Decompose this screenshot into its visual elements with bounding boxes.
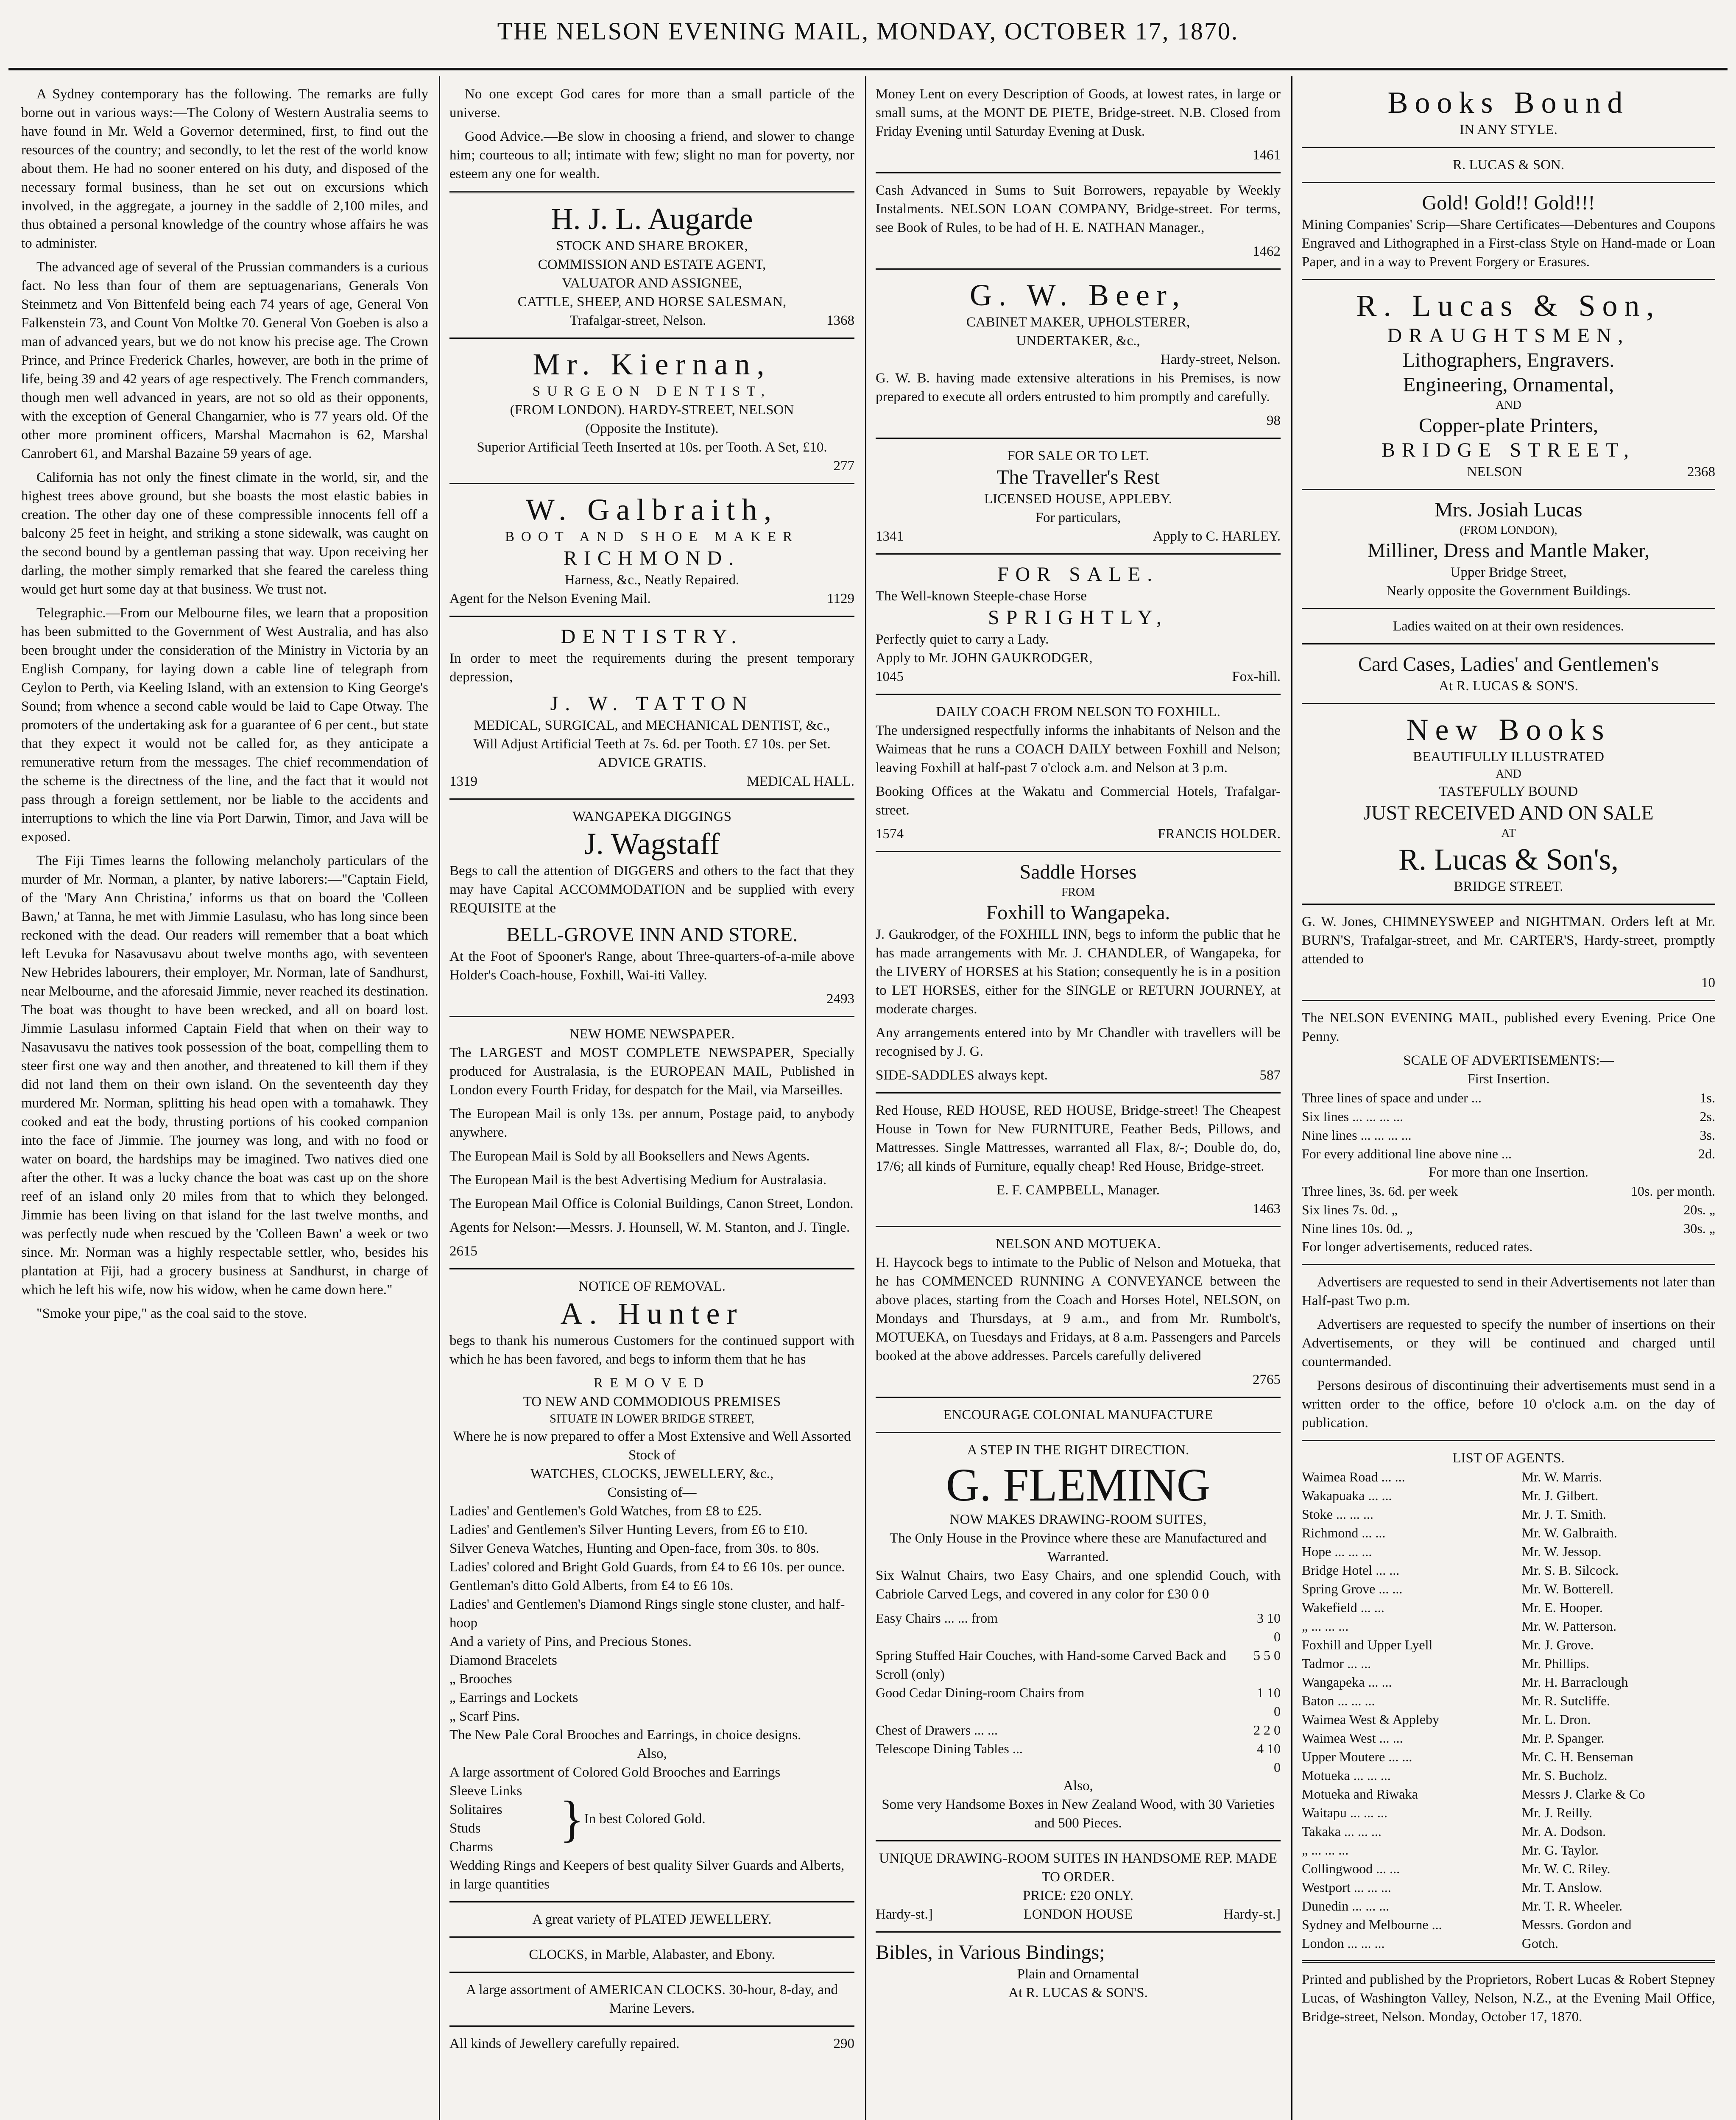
ad-line: R. LUCAS & SON.	[1452, 157, 1565, 173]
ad-number: 2493	[826, 991, 854, 1007]
ad-line: Apply to Mr. JOHN GAUKRODGER,	[876, 650, 1093, 666]
table-row: „ ... ... ... Mr. W. Patterson.	[1302, 1618, 1616, 1634]
ad-line: Perfectly quiet to carry a Lady.	[876, 632, 1049, 647]
ad-body: The NELSON EVENING MAIL, published every Evening. Price One Penny.	[1302, 1010, 1715, 1044]
notice: Advertisers are requested to send in their Advertisements not later than Half-past Two p.m.	[1302, 1275, 1715, 1308]
ad-line: R. Lucas & Son's,	[1398, 842, 1619, 876]
ad-number: 1341	[876, 529, 904, 544]
table-row: Waimea West ... ... Mr. P. Spanger.	[1302, 1730, 1605, 1746]
ad-line: (FROM LONDON). HARDY-STREET, NELSON	[510, 402, 794, 418]
ad-line: SURGEON DENTIST,	[532, 384, 772, 399]
ad-line: Copper-plate Printers,	[1419, 414, 1598, 437]
divider	[1302, 703, 1715, 704]
rates-table	[1302, 1088, 1715, 1163]
ad-body: Money Lent on every Description of Goods, at lowest rates, in large or small sums, at the MONT DE PIETE, Bridge-street. N.B. Closed from Friday Evening until Saturday Evening at Dusk.	[876, 86, 1281, 139]
ad-line: Where he is now prepared to offer a Most Extensive and Well Assorted Stock of	[453, 1429, 851, 1463]
column-divider	[865, 76, 866, 2120]
table-row: Nine lines 10s. 0d. „ 30s. „	[1302, 1221, 1715, 1236]
list-item: Wedding Rings and Keepers of best quality Silver Guards and Alberts, in large quantities	[449, 1858, 845, 1892]
column-divider	[439, 76, 440, 2120]
ad-line: For particulars,	[1035, 510, 1121, 525]
ad-number: 10	[1701, 975, 1715, 990]
ad-mrs-lucas-name: Mrs. Josiah Lucas	[1435, 499, 1582, 521]
article-smoke: "Smoke your pipe," as the coal said to the stove.	[36, 1306, 307, 1321]
divider	[449, 616, 854, 617]
list-item: A large assortment of Colored Gold Brooches and Earrings	[449, 1765, 781, 1780]
ad-line: RICHMOND.	[563, 547, 741, 569]
ad-number: 1574	[876, 826, 904, 842]
ad-line: In best Colored Gold.	[584, 1811, 706, 1827]
ad-travellers-name: The Traveller's Rest	[996, 466, 1160, 488]
divider	[876, 1226, 1281, 1227]
ad-line: BOOT AND SHOE MAKER	[505, 529, 799, 544]
divider	[449, 338, 854, 339]
table-row: Wakapuaka ... ... Mr. J. Gilbert.	[1302, 1488, 1599, 1503]
ad-line: E. F. CAMPBELL, Manager.	[996, 1183, 1160, 1198]
ad-line: Hardy-st.]	[1223, 1907, 1281, 1922]
ad-line: UNIQUE DRAWING-ROOM SUITES IN HANDSOME REP. MADE TO ORDER.	[879, 1851, 1277, 1885]
ad-line: Hardy-street, Nelson.	[1160, 352, 1281, 367]
table-row: „ ... ... ... Mr. G. Taylor.	[1302, 1842, 1599, 1858]
table-row: Dunedin ... ... ... Mr. T. R. Wheeler.	[1302, 1898, 1623, 1914]
ad-line: Milliner, Dress and Mantle Maker,	[1367, 539, 1650, 562]
ad-line: VALUATOR AND ASSIGNEE,	[561, 276, 742, 291]
ad-number: 1463	[1253, 1201, 1281, 1216]
ad-line: IN ANY STYLE.	[1460, 122, 1557, 137]
divider	[876, 553, 1281, 555]
ad-line: LONDON HOUSE	[1023, 1907, 1133, 1922]
ad-line: Ladies waited on at their own residences.	[1393, 619, 1624, 634]
divider	[876, 268, 1281, 270]
divider	[449, 798, 854, 800]
ad-body: G. W. B. having made extensive alterations in his Premises, is now prepared to execute all orders entrusted to him promptly and carefully.	[876, 371, 1281, 404]
divider	[876, 1432, 1281, 1433]
ad-line: DRAUGHTSMEN,	[1387, 324, 1630, 347]
list-item: Charms	[449, 1839, 493, 1855]
ad-body: The European Mail is only 13s. per annum, Postage paid, to anybody anywhere.	[449, 1106, 854, 1140]
ad-body: G. W. Jones, CHIMNEYSWEEP and NIGHTMAN. Orders left at Mr. BURN'S, Trafalgar-street, and Mr. CARTER'S, Hardy-street, promptly attended to	[1302, 914, 1715, 967]
ad-line: REMOVED	[593, 1375, 711, 1391]
list-item: Sleeve Links	[449, 1783, 522, 1799]
ad-line: AND	[1496, 767, 1521, 781]
ad-line: MEDICAL, SURGICAL, and MECHANICAL DENTIST, &c.,	[474, 718, 830, 733]
divider	[449, 1268, 854, 1269]
list-item: Studs	[449, 1821, 481, 1836]
ad-number: 1368	[826, 313, 854, 328]
masthead-rule	[8, 68, 1728, 70]
ad-line: BRIDGE STREET,	[1381, 439, 1636, 461]
table-row: Waitapu ... ... ... Mr. J. Reilly.	[1302, 1805, 1592, 1820]
table-row: Wakefield ... ... Mr. E. Hooper.	[1302, 1600, 1603, 1615]
table-row: For every additional line above nine ... 2d.	[1302, 1146, 1715, 1161]
ad-body: Red House, RED HOUSE, RED HOUSE, Bridge-street! The Cheapest House in Town for New FURNITURE, Feather Beds, Pillows, and Mattresses. Single Mattresses, warranted all Flax, 8/-; Double do, do, 17/6; all kinds of Furniture, equally cheap! Red House, Bridge-street.	[876, 1103, 1281, 1174]
ad-tatton-name: J. W. TATTON	[550, 692, 754, 715]
list-item: Solitaires	[449, 1802, 502, 1817]
ad-line: Will Adjust Artificial Teeth at 7s. 6d. per Tooth. £7 10s. per Set.	[473, 736, 831, 752]
ad-body: At the Foot of Spooner's Range, about Three-quarters-of-a-mile above Holder's Coach-house, Foxhill, Wai-iti Valley.	[449, 949, 854, 983]
ad-line: For more than one Insertion.	[1429, 1165, 1588, 1180]
ad-gold-title: Gold! Gold!! Gold!!!	[1422, 192, 1595, 214]
table-row: Tadmor ... ... Mr. Phillips.	[1302, 1656, 1589, 1671]
ad-number: 290	[833, 2036, 854, 2051]
column-ads-2: No one except God cares for more than a small particle of the universe. Good Advice.—Be slow in choosing a friend, and slower to change him; courteous to all; intimate with few; slight no man for poverty, nor esteem any one for wealth. H. J. L. Augarde STOCK AND SHARE BROKER, COMMISSION AND ESTATE AGENT, VALUATOR AND ASSIGNEE, CATTLE, SHEEP, AND HORSE SALESMAN, Trafalgar-street, Nelson. 1368 Mr. Kiernan, SURGEON DENTIST, (FROM LONDON). HARDY-STREET, NELSON (Opposite the Institute). Superior Artificial Teeth Inserted at 10s. per Tooth. A Set, £10. 277 W. Galbraith, BOOT AND SHOE MAKER RICHMOND. Harness, &c., Neatly Repaired. Agent for the Nelson Evening Mail. 1129 DENTISTRY. In order to meet the requirements during the present temporary depression, J. W. TATTON MEDICAL, SURGICAL, and MECHANICAL DENTIST, &c., Will Adjust Artificial Teeth at 7s. 6d. per Tooth. £7 10s. per Set. ADVICE GRATIS. 1319 MEDICAL HALL. WANGAPEKA DIGGINGS J. Wagstaff Begs to call the attention of DIGGERS and others to the fact that they may have Capital ACCOMMODATION and be supplied with every REQUISITE at the BELL-GROVE INN AND STORE. At the Foot of Spooner's Range, about Three-quarters-of-a-mile above Holder's Coach-house, Foxhill, Wai-iti Valley. 2493 NEW HOME NEWSPAPER. The LARGEST and MOST COMPLETE NEWSPAPER, Specially produced for Australasia, is the EUROPEAN MAIL, Published in London every Fourth Friday, for despatch for the Mail, via Marseilles. The European Mail is only 13s. per annum, Postage paid, to anybody anywhere. The European Mail is Sold by all Booksellers and News Agents. The European Mail is the best Advertising Medium for Australasia. The European Mail Office is Colonial Buildings, Canon Street, London. Agents for Nelson:—Messrs. J. Hounsell, W. M. Stanton, and J. Tingle. 2615 NOTICE OF REMOVAL. A. Hunter begs to thank his numerous Customers for the continued support with which he has been favored, and begs to inform them that he has REMOVED TO NEW AND COMMODIOUS PREMISES SITUATE IN LOWER BRIDGE STREET, Where he is now prepared to offer a Most Extensive and Well Assorted Stock of WATCHES, CLOCKS, JEWELLERY, &c., Consisting of— Ladies' and Gentlemen's Gold Watches, from £8 to £25. Ladies' and Gentlemen's Silver Hunting Levers, from £6 to £10. Silver Geneva Watches, Hunting and Open-face, from 30s. to 80s. Ladies' colored and Bright Gold Guards, from £4 to £6 10s. per ounce. Gentleman's ditto Gold Alberts, from £4 to £6 10s. Ladies' and Gentlemen's Diamond Rings single stone cluster, and half-hoop And a variety of Pins, and Precious Stones. Diamond Bracelets „ Brooches „ Earrings and Lockets „ Scarf Pins. The New Pale Coral Brooches and Earrings, in choice designs. Also, A large assortment of Colored Gold Brooches and Earrings Sleeve Links Solitaires Studs Charms } In best Colored Gold. Wedding Rings and Keepers of best quality Silver Guards and Alberts, in large quantities A great variety of PLATED JEWELLERY. CLOCKS, in Marble, Alabaster, and Ebony. A large assortment of AMERICAN CLOCKS. 30-hour, 8-day, and Marine Levers. All kinds of Jewellery carefully repaired. 290	[449, 85, 854, 2120]
ad-line: (FROM LONDON),	[1460, 524, 1557, 537]
price-table	[876, 1609, 1281, 1777]
agents-title: LIST OF AGENTS.	[1452, 1451, 1565, 1466]
ad-hunter-name: A. Hunter	[560, 1297, 744, 1331]
ad-line: TO NEW AND COMMODIOUS PREMISES	[523, 1394, 781, 1409]
ad-body: H. Haycock begs to intimate to the Public of Nelson and Motueka, that he has COMMENCED RUNNING A CONVEYANCE between the above places, starting from the Coach and Horses Hotel, NELSON, on Mondays and Thursdays, at 9 a.m., and from Mr. Rumbolt's, MOTUEKA, on Tuesdays and Fridays, at 8 a.m. Passengers and Parcels booked at the above addresses. Parcels carefully delivered	[876, 1255, 1281, 1364]
ad-line: A great variety of PLATED JEWELLERY.	[532, 1912, 772, 1927]
table-row: Richmond ... ... Mr. W. Galbraith.	[1302, 1525, 1617, 1540]
ad-line: Fox-hill.	[1232, 669, 1281, 684]
ad-number: 1461	[1253, 148, 1281, 163]
ad-number: 2368	[1687, 464, 1715, 480]
ad-body: Booking Offices at the Wakatu and Commercial Hotels, Trafalgar-street.	[876, 784, 1281, 818]
divider	[876, 1931, 1281, 1933]
divider	[449, 2025, 854, 2027]
table-row: Three lines of space and under ... 1s.	[1302, 1090, 1715, 1105]
table-row: Easy Chairs ... ... from 3 10 0	[876, 1610, 1281, 1644]
table-row: Six lines ... ... ... ... 2s.	[1302, 1109, 1715, 1124]
ad-line: TASTEFULLY BOUND	[1439, 784, 1578, 799]
ad-address: Trafalgar-street, Nelson.	[569, 313, 706, 328]
ad-line: For longer advertisements, reduced rates.	[1302, 1239, 1533, 1255]
ad-body: The European Mail is Sold by all Booksellers and News Agents.	[449, 1149, 810, 1164]
ad-horse-name: SPRIGHTLY,	[988, 606, 1169, 629]
divider	[1302, 1264, 1715, 1265]
ad-title: FOR SALE OR TO LET.	[1007, 448, 1149, 463]
ad-removal-title: NOTICE OF REMOVAL.	[578, 1279, 726, 1294]
ad-body: The European Mail is the best Advertising Medium for Australasia.	[449, 1172, 826, 1188]
list-item: And a variety of Pins, and Precious Stones.	[449, 1634, 692, 1649]
ad-wagstaff-name: J. Wagstaff	[584, 827, 720, 861]
ad-line: AND	[1496, 399, 1521, 412]
ad-line: JUST RECEIVED AND ON SALE	[1363, 802, 1654, 824]
rates-table	[1302, 1182, 1715, 1238]
ad-line: The Only House in the Province where these are Manufactured and Warranted.	[890, 1531, 1267, 1565]
divider	[449, 1936, 854, 1938]
table-row: Stoke ... ... ... Mr. J. T. Smith.	[1302, 1506, 1606, 1522]
ad-line: STOCK AND SHARE BROKER,	[556, 238, 748, 254]
masthead: THE NELSON EVENING MAIL, MONDAY, OCTOBER 17, 1870.	[497, 17, 1239, 45]
list-item: Ladies' and Gentlemen's Gold Watches, from £8 to £25.	[449, 1504, 762, 1519]
table-row: Chest of Drawers ... ... 2 2 0	[876, 1722, 1281, 1738]
article-weld: A Sydney contemporary has the following. The remarks are fully borne out in various ways:—The Colony of Western Australia seems to have found in Mr. Weld a Governor determined, first, to find out the resources of the country; and secondly, to let the rest of the world know about them. He had no sooner entered on his duty, and disposed of the necessary formal business, than he set out on excursions which involved, in the aggregate, a journey in the saddle of 2,100 miles, and thus obtained a personal knowledge of the country whose affairs he was to administer.	[21, 86, 428, 251]
ad-line: Superior Artificial Teeth Inserted at 10s. per Tooth. A Set, £10.	[477, 440, 827, 455]
ad-line: WATCHES, CLOCKS, JEWELLERY, &c.,	[530, 1466, 774, 1481]
table-row: Wangapeka ... ... Mr. H. Barraclough	[1302, 1674, 1628, 1690]
ad-line: AT	[1501, 827, 1516, 840]
table-row: Six lines 7s. 0d. „ 20s. „	[1302, 1202, 1715, 1217]
column-ads-4	[1302, 85, 1715, 2120]
ad-galbraith-name: W. Galbraith,	[525, 493, 779, 527]
ad-line: Lithographers, Engravers.	[1402, 349, 1615, 371]
table-row: Bridge Hotel ... ... Mr. S. B. Silcock.	[1302, 1562, 1619, 1578]
divider	[1302, 1960, 1715, 1963]
ad-line: ADVICE GRATIS.	[597, 755, 706, 770]
ad-line: LICENSED HOUSE, APPLEBY.	[984, 491, 1172, 507]
list-item: The New Pale Coral Brooches and Earrings, in choice designs.	[449, 1727, 801, 1743]
ad-title: Saddle Horses	[1019, 861, 1137, 883]
table-row: Sydney and Melbourne ... Messrs. Gordon and	[1302, 1917, 1632, 1932]
divider	[1302, 1440, 1715, 1441]
list-item: „ Brooches	[449, 1671, 512, 1687]
ad-body: begs to thank his numerous Customers for the continued support with which he has been favored, and begs to inform them that he has	[449, 1333, 854, 1367]
ad-line: A large assortment of AMERICAN CLOCKS. 30-hour, 8-day, and Marine Levers.	[466, 1982, 838, 2016]
divider	[1302, 147, 1715, 148]
divider	[876, 438, 1281, 439]
ad-line: Nearly opposite the Government Buildings.	[1386, 583, 1631, 599]
table-row: Waimea Road ... ... Mr. W. Marris.	[1302, 1469, 1602, 1484]
ad-line: SIDE-SADDLES always kept.	[876, 1068, 1048, 1083]
ad-line: (Opposite the Institute).	[585, 421, 719, 436]
ad-title: FOR SALE.	[997, 563, 1159, 586]
divider	[449, 1016, 854, 1017]
ad-title: DAILY COACH FROM NELSON TO FOXHILL.	[936, 704, 1220, 720]
ad-augarde-name: H. J. L. Augarde	[551, 202, 753, 236]
ad-newspaper-title: NEW HOME NEWSPAPER.	[569, 1027, 735, 1042]
divider	[1302, 279, 1715, 280]
ad-line: CLOCKS, in Marble, Alabaster, and Ebony.	[529, 1947, 775, 1962]
divider	[876, 694, 1281, 695]
table-row: Foxhill and Upper Lyell Mr. J. Grove.	[1302, 1637, 1594, 1652]
divider	[1302, 182, 1715, 183]
ad-line: At R. LUCAS & SON'S.	[1439, 678, 1578, 694]
divider	[876, 851, 1281, 852]
table-row: London ... ... ... Gotch.	[1302, 1936, 1559, 1951]
table-row: Hope ... ... ... Mr. W. Jessop.	[1302, 1544, 1602, 1559]
divider	[1302, 904, 1715, 905]
snippet: No one except God cares for more than a small particle of the universe.	[449, 86, 854, 120]
ad-line: FROM	[1061, 886, 1095, 899]
notice: Persons desirous of discontinuing their advertisements must send in a written order to the office, before 10 o'clock a.m. on the day of publication.	[1302, 1378, 1715, 1431]
divider	[1302, 643, 1715, 644]
ad-line: Agent for the Nelson Evening Mail.	[449, 591, 651, 606]
ad-body: Six Walnut Chairs, two Easy Chairs, and one splendid Couch, with Cabriole Carved Legs, and covered in any color for £30 0 0	[876, 1568, 1281, 1602]
table-row: Good Cedar Dining-room Chairs from 1 10 0	[876, 1685, 1281, 1719]
table-row: Motueka ... ... ... Mr. S. Bucholz.	[1302, 1768, 1608, 1783]
article-california: California has not only the finest climate in the world, sir, and the highest trees above ground, but she boasts the most elastic babies in creation. The other day one of these compressible innocents fell off a balcony 25 feet in height, and striking a stone sidewalk, was caught on the second bound by a gentleman passing that way. Upon receiving her darling, the mother simply remarked that she feared the careless thing would get hurt some day at that business. We trust not.	[21, 470, 428, 597]
divider	[876, 172, 1281, 173]
ad-lucas-name: R. Lucas & Son,	[1356, 289, 1661, 323]
ad-number: 2615	[449, 1244, 477, 1259]
ad-fleming-name: G. FLEMING	[946, 1459, 1211, 1511]
column-news	[21, 85, 428, 2120]
ad-line: Foxhill to Wangapeka.	[986, 901, 1170, 924]
table-row: Motueka and Riwaka Messrs J. Clarke & Co	[1302, 1786, 1645, 1802]
ad-body: The LARGEST and MOST COMPLETE NEWSPAPER, Specially produced for Australasia, is the EUROPEAN MAIL, Published in London every Fourth Friday, for despatch for the Mail, via Marseilles.	[449, 1045, 854, 1098]
ad-number: 1462	[1253, 244, 1281, 259]
imprint: Printed and published by the Proprietors, Robert Lucas & Robert Stepney Lucas, of Washington Valley, Nelson, N.Z., at the Evening Mail Office, Bridge-street, Nelson. Monday, October 17, 1870.	[1302, 1972, 1715, 2025]
ad-line: Plain and Ornamental	[1017, 1967, 1139, 1982]
ad-line: Hardy-st.]	[876, 1907, 933, 1922]
ad-line: Upper Bridge Street,	[1450, 565, 1567, 580]
list-item: Silver Geneva Watches, Hunting and Open-face, from 30s. to 80s.	[449, 1541, 819, 1556]
divider	[1302, 1000, 1715, 1001]
ad-number: 2765	[1253, 1372, 1281, 1387]
list-item: „ Scarf Pins.	[449, 1709, 520, 1724]
ad-body: Agents for Nelson:—Messrs. J. Hounsell, W. M. Stanton, and J. Tingle.	[449, 1220, 850, 1235]
ad-line: Consisting of—	[607, 1485, 697, 1500]
ad-number: 587	[1259, 1068, 1281, 1083]
divider	[876, 1397, 1281, 1398]
ad-line: BELL-GROVE INN AND STORE.	[506, 923, 798, 946]
ad-body: In order to meet the requirements during the present temporary depression,	[449, 651, 854, 685]
article-prussian: The advanced age of several of the Prussian commanders is a curious fact. No less than four of them are septuagenarians, Generals Von Steinmetz and Von Bittenfeld being each 74 years of age, General Von Falkenstein 73, and Count Von Moltke 70. General Von Goeben is also a man of advanced years, but we do not know his precise age. The Crown Prince, and Prince Frederick Charles, however, are both in the prime of life, being 39 and 42 years of age respectively. The French commanders, though men well advanced in years, are not so old as their opponents, with the exception of General Changarnier, who is 77 years old. Of the other more prominent officers, Marshal Macmahon is 62, Marshal Canrobert 61, and Marshal Bazaine 59 years of age.	[21, 259, 428, 461]
ad-number: 1045	[876, 669, 904, 684]
divider	[449, 1901, 854, 1902]
ad-line: Harness, &c., Neatly Repaired.	[564, 572, 740, 588]
ad-body: The undersigned respectfully informs the inhabitants of Nelson and the Waimeas that he runs a COACH DAILY between Foxhill and Nelson; leaving Foxhill at half-past 7 o'clock a.m. and Nelson at 3 p.m.	[876, 723, 1281, 775]
ad-line: Engineering, Ornamental,	[1403, 374, 1614, 396]
ad-line: MEDICAL HALL.	[747, 774, 854, 789]
ad-line: UNDERTAKER, &c.,	[1016, 333, 1140, 349]
table-row: Westport ... ... ... Mr. T. Anslow.	[1302, 1880, 1602, 1895]
snippet: Good Advice.—Be slow in choosing a friend, and slower to change him; courteous to all; intimate with few; slight no man for poverty, nor esteem any one for wealth.	[449, 129, 854, 181]
ad-line: NELSON	[1467, 464, 1522, 480]
table-row: Telescope Dining Tables ... 4 10 0	[876, 1741, 1281, 1775]
ad-line: At R. LUCAS & SON'S.	[1008, 1985, 1148, 2000]
table-row: Takaka ... ... ... Mr. A. Dodson.	[1302, 1824, 1606, 1839]
ad-title: NELSON AND MOTUEKA.	[995, 1236, 1161, 1252]
article-fiji: The Fiji Times learns the following melancholy particulars of the murder of Mr. Norman, a planter, by native laborers:—"Captain Field, of the 'Mary Ann Christina,' informs us that on board the 'Colleen Bawn,' at Tanna, he met with Jimmie Lasulasu, who has long since been reckoned with the dead. Our readers will remember that a boat which left Levuka for Nasavusavu about twelve months ago, with seventeen New Hebrides labourers, their employer, Mr. Norman, late of Sandhurst, near Melbourne, and the aforesaid Jimmie, never reached its destination. The boat was thought to have been wrecked, and all on board lost. Jimmie Lasulasu informed Captain Field that when on their way to Nasavusavu the natives took possession of the boat, compelling them to steer first one way and then another, and threatened to kill them if they did not land them on their own island. On the seventeenth day they murdered Mr. Norman, splitting his head open with a tomahawk. They cooked and eat the body, thrusting portions of his cooked companion into the face of Jimmie. The journey was long, and with no food or water on board, the hardships may be imagined. Two natives died one after the other. It was a lucky chance the boat was cast up on the shore reef of an island only 20 miles from that to which they belonged. Jimmie has been living on that island for the last twelve months, and was perfectly nude when rescued by the 'Colleen Bawn' a week or two since. Mr. Norman was a highly respectable settler, who, besides his plantation at Fiji, had a grocery business at Sandhurst, in charge of which he left his wife, now his widow, when he came down here."	[21, 853, 428, 1297]
ad-bibles-title: Bibles, in Various Bindings;	[876, 1941, 1105, 1964]
ad-line: PRICE: £20 ONLY.	[1022, 1888, 1134, 1903]
ad-body: Mining Companies' Scrip—Share Certificates—Debentures and Coupons Engraved and Lithographed in a First-class Style on Hand-made or Loan Paper, and in a way to Prevent Forgery or Erasures.	[1302, 217, 1715, 270]
ad-body: Cash Advanced in Sums to Suit Borrowers, repayable by Weekly Instalments. NELSON LOAN COMPANY, Bridge-street. For terms, see Book of Rules, to be had of H. E. NATHAN Manager.,	[876, 183, 1281, 235]
ad-line: Apply to C. HARLEY.	[1153, 529, 1281, 544]
ad-line: First Insertion.	[1467, 1071, 1550, 1087]
divider	[876, 1840, 1281, 1841]
divider	[449, 191, 854, 193]
ad-line: CABINET MAKER, UPHOLSTERER,	[966, 315, 1190, 330]
table-row: Collingwood ... ... Mr. W. C. Riley.	[1302, 1861, 1610, 1876]
table-row: Upper Moutere ... ... Mr. C. H. Benseman	[1302, 1749, 1633, 1764]
ad-line: NOW MAKES DRAWING-ROOM SUITES,	[949, 1512, 1207, 1527]
table-row: Baton ... ... ... Mr. R. Sutcliffe.	[1302, 1693, 1610, 1708]
table-row: Spring Stuffed Hair Couches, with Hand-some Carved Back and Scroll (only) 5 5 0	[876, 1648, 1281, 1682]
ad-line: BEAUTIFULLY ILLUSTRATED	[1412, 749, 1604, 764]
ad-line: A STEP IN THE RIGHT DIRECTION.	[967, 1442, 1189, 1458]
list-item: Gentleman's ditto Gold Alberts, from £4 to £6 10s.	[449, 1578, 734, 1593]
ad-wangapeka-title: WANGAPEKA DIGGINGS	[572, 809, 731, 824]
table-row: Spring Grove ... ... Mr. W. Botterell.	[1302, 1581, 1613, 1596]
ad-line: SITUATE IN LOWER BRIDGE STREET,	[550, 1412, 754, 1425]
ad-dentistry-title: DENTISTRY.	[561, 625, 743, 648]
agents-table	[1302, 1467, 1715, 1953]
ad-body: Begs to call the attention of DIGGERS and others to the fact that they may have Capital ACCOMMODATION and be supplied with every REQUISITE at the	[449, 863, 854, 916]
ad-line: COMMISSION AND ESTATE AGENT,	[538, 257, 766, 272]
ad-line: BRIDGE STREET.	[1454, 879, 1563, 894]
column-ads-3	[876, 85, 1281, 2120]
article-telegraphic: Telegraphic.—From our Melbourne files, we learn that a proposition has been submitted to the Government of West Australia, and has also been brought under the consideration of the Ministry in Victoria by an English Company, for laying down a cable line of telegraph from Ceylon to Perth, via Keeling Island, with an extension to King George's Sound; from whence a second cable would be laid to Cape Otway. The promoters of the undertaking ask for a guarantee of 6 per cent., but state that they expect it would not be called for, as they anticipate a remunerative return from the messages. The chief recommendation of the scheme is the directness of the line, and the fact that it would not pass through a foreign settlement, nor be liable to the accidents and interruptions to which the line via Port Darwin, Timor, and Java will be exposed.	[21, 605, 428, 845]
list-item: „ Earrings and Lockets	[449, 1690, 578, 1705]
ad-books-bound-title: Books Bound	[1387, 86, 1630, 120]
ad-kiernan-name: Mr. Kiernan,	[533, 347, 771, 381]
table-row: Three lines, 3s. 6d. per week 10s. per month.	[1302, 1183, 1715, 1199]
list-item: Ladies' colored and Bright Gold Guards, from £4 to £6 10s. per ounce.	[449, 1559, 845, 1575]
ad-line: All kinds of Jewellery carefully repaired.	[449, 2036, 680, 2051]
ad-number: 1319	[449, 774, 477, 789]
ad-beer-name: G. W. Beer,	[969, 278, 1187, 312]
divider	[449, 483, 854, 484]
table-row: Nine lines ... ... ... ... 3s.	[1302, 1127, 1715, 1143]
notice: Advertisers are requested to specify the number of insertions on their Advertisements, or they will be continued and charged until countermanded.	[1302, 1317, 1715, 1370]
ad-number: 277	[833, 458, 854, 474]
ad-card-cases-title: Card Cases, Ladies' and Gentlemen's	[1358, 653, 1659, 675]
list-item: Ladies' and Gentlemen's Silver Hunting Levers, from £6 to £10.	[449, 1522, 808, 1537]
ad-line: Also,	[637, 1746, 667, 1761]
ad-line: Some very Handsome Boxes in New Zealand Wood, with 30 Varieties and 500 Pieces.	[882, 1797, 1275, 1831]
ad-body: The European Mail Office is Colonial Buildings, Canon Street, London.	[449, 1196, 854, 1211]
table-row: Waimea West & Appleby Mr. L. Dron.	[1302, 1712, 1591, 1727]
divider	[1302, 608, 1715, 609]
column-divider	[1291, 76, 1292, 2120]
ad-line: ENCOURAGE COLONIAL MANUFACTURE	[943, 1407, 1213, 1423]
ad-line: SCALE OF ADVERTISEMENTS:—	[1403, 1053, 1614, 1068]
ad-line: CATTLE, SHEEP, AND HORSE SALESMAN,	[517, 294, 787, 310]
ad-body: Any arrangements entered into by Mr Chandler with travellers will be recognised by J. G.	[876, 1025, 1281, 1059]
list-item: Ladies' and Gentlemen's Diamond Rings single stone cluster, and half-hoop	[449, 1597, 845, 1631]
divider	[449, 1972, 854, 1973]
ad-new-books-title: New Books	[1406, 713, 1611, 747]
ad-number: 98	[1267, 413, 1281, 428]
list-item: Diamond Bracelets	[449, 1653, 557, 1668]
divider	[876, 1092, 1281, 1093]
divider	[1302, 489, 1715, 490]
ad-number: 1129	[827, 591, 854, 606]
ad-line: Also,	[1063, 1778, 1093, 1794]
ad-body: J. Gaukrodger, of the FOXHILL INN, begs to inform the public that he has made arrangements with Mr. J. CHANDLER, of Wangapeka, for the LIVERY of HORSES at his Station; consequently he is in a position to LET HORSES, either for the SINGLE or RETURN JOURNEY, at moderate charges.	[876, 927, 1281, 1017]
ad-line: FRANCIS HOLDER.	[1158, 826, 1281, 842]
ad-line: The Well-known Steeple-chase Horse	[876, 589, 1087, 604]
